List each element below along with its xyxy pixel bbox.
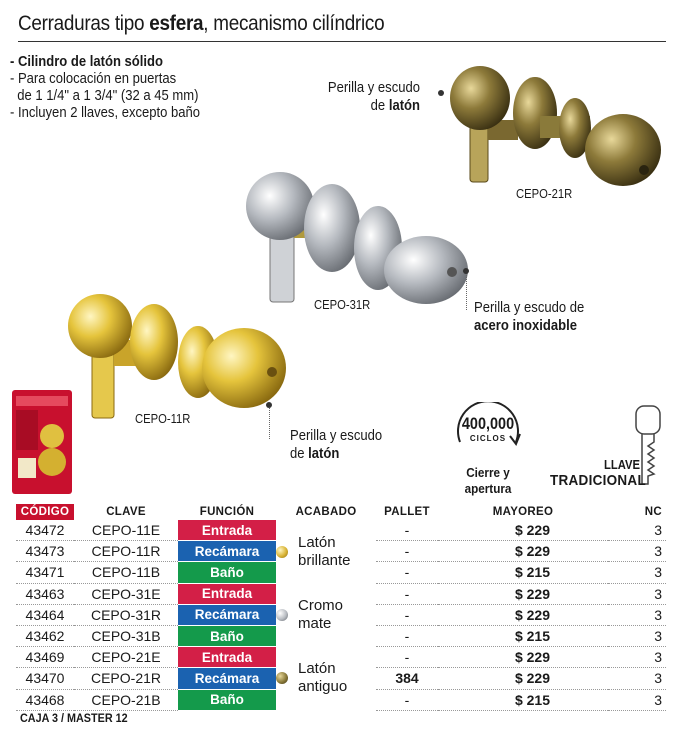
cell-funcion: Baño [178,562,276,583]
finish-line1: Cromo [298,596,344,614]
finish-line2: antiguo [298,678,348,696]
page-title: Cerraduras tipo esfera, mecanismo cilíndrico [18,12,385,35]
cell-clave: CEPO-31E [74,583,178,604]
chrome-knob-image [240,168,480,308]
key-label: LLAVE TRADICIONAL [550,458,646,489]
cell-mayoreo: $ 229 [438,647,608,668]
col-acabado: ACABADO [295,506,357,518]
cell-clave: CEPO-31B [74,625,178,646]
cell-funcion: Entrada [178,583,276,604]
model-label-cepo-31r: CEPO-31R [314,298,371,312]
table-header-row [16,504,666,520]
cell-clave: CEPO-11R [74,541,178,562]
cell-pallet: - [376,541,438,562]
cycles-number: 400,000 [461,414,515,433]
bright-brass-swatch-icon [276,546,288,558]
cell-codigo: 43471 [16,562,74,583]
cycles-label: CICLOS [469,434,507,443]
cell-pallet: 384 [376,668,438,689]
cell-codigo: 43473 [16,541,74,562]
pointer-line [269,405,270,439]
cell-pallet: - [376,625,438,646]
table-row [16,520,666,541]
caption-antique-brass: Perilla y escudo de latón [327,80,420,114]
cell-funcion: Baño [178,625,276,646]
cell-funcion: Baño [178,689,276,710]
col-mayoreo: MAYOREO [492,506,554,518]
col-nc: NC [644,506,662,518]
cell-nc: 3 [608,689,666,710]
cell-clave: CEPO-11E [74,520,178,541]
col-clave: CLAVE [106,506,146,518]
pointer-line [466,272,467,310]
cell-acabado [276,647,376,711]
finish-line2: mate [298,614,332,632]
bright-brass-knob-image [64,290,294,420]
cell-codigo: 43469 [16,647,74,668]
cell-codigo: 43462 [16,625,74,646]
table-row [16,647,666,668]
cell-pallet: - [376,604,438,625]
feature-list [10,54,200,122]
cell-nc: 3 [608,668,666,689]
caption-stainless: Perilla y escudo de acero inoxidable [474,300,585,334]
cell-mayoreo: $ 229 [438,583,608,604]
cell-pallet: - [376,689,438,710]
pointer-dot [438,90,444,96]
feature-item: de 1 1/4" a 1 3/4" (32 a 45 mm) [10,88,199,104]
col-pallet: PALLET [384,506,430,518]
cell-acabado [276,520,376,583]
cell-nc: 3 [608,541,666,562]
col-funcion: FUNCIÓN [199,506,255,518]
cell-pallet: - [376,520,438,541]
cell-funcion: Entrada [178,520,276,541]
footer-packaging: CAJA 3 / MASTER 12 [20,711,128,725]
cell-pallet: - [376,562,438,583]
cell-codigo: 43472 [16,520,74,541]
feature-item: - Cilindro de latón sólido [10,54,163,70]
cell-mayoreo: $ 229 [438,520,608,541]
feature-item: - Incluyen 2 llaves, excepto baño [10,105,201,121]
cell-mayoreo: $ 215 [438,562,608,583]
caption-bright-brass: Perilla y escudo de latón [290,428,383,462]
cell-acabado [276,583,376,647]
cell-nc: 3 [608,562,666,583]
cycles-caption: Cierre y apertura [464,465,512,496]
finish-line2: brillante [298,551,351,569]
cell-pallet: - [376,647,438,668]
feature-item: - Para colocación en puertas [10,71,177,87]
cell-pallet: - [376,583,438,604]
cell-funcion: Entrada [178,647,276,668]
package-image [10,388,74,496]
cell-mayoreo: $ 229 [438,668,608,689]
pointer-dot [463,268,469,274]
cell-funcion: Recámara [178,668,276,689]
chrome-swatch-icon [276,609,288,621]
cell-funcion: Recámara [178,604,276,625]
cell-nc: 3 [608,625,666,646]
cell-codigo: 43470 [16,668,74,689]
cell-mayoreo: $ 215 [438,625,608,646]
cell-nc: 3 [608,647,666,668]
cell-clave: CEPO-31R [74,604,178,625]
title-divider [18,41,666,42]
antique-brass-swatch-icon [276,672,288,684]
cell-clave: CEPO-21E [74,647,178,668]
price-table [16,504,666,711]
cell-nc: 3 [608,583,666,604]
cell-codigo: 43463 [16,583,74,604]
cell-clave: CEPO-21B [74,689,178,710]
model-label-cepo-11r: CEPO-11R [135,412,191,426]
cell-mayoreo: $ 215 [438,689,608,710]
cell-clave: CEPO-21R [74,668,178,689]
cell-nc: 3 [608,604,666,625]
model-label-cepo-21r: CEPO-21R [516,187,573,201]
cell-nc: 3 [608,520,666,541]
cycles-badge [448,402,528,497]
finish-line1: Latón [298,533,336,551]
cell-clave: CEPO-11B [74,562,178,583]
cell-codigo: 43468 [16,689,74,710]
col-codigo: CÓDIGO [16,504,74,520]
cell-codigo: 43464 [16,604,74,625]
finish-line1: Latón [298,660,336,678]
cell-funcion: Recámara [178,541,276,562]
cell-mayoreo: $ 229 [438,604,608,625]
pointer-dot [266,402,272,408]
cell-mayoreo: $ 229 [438,541,608,562]
table-row [16,583,666,604]
